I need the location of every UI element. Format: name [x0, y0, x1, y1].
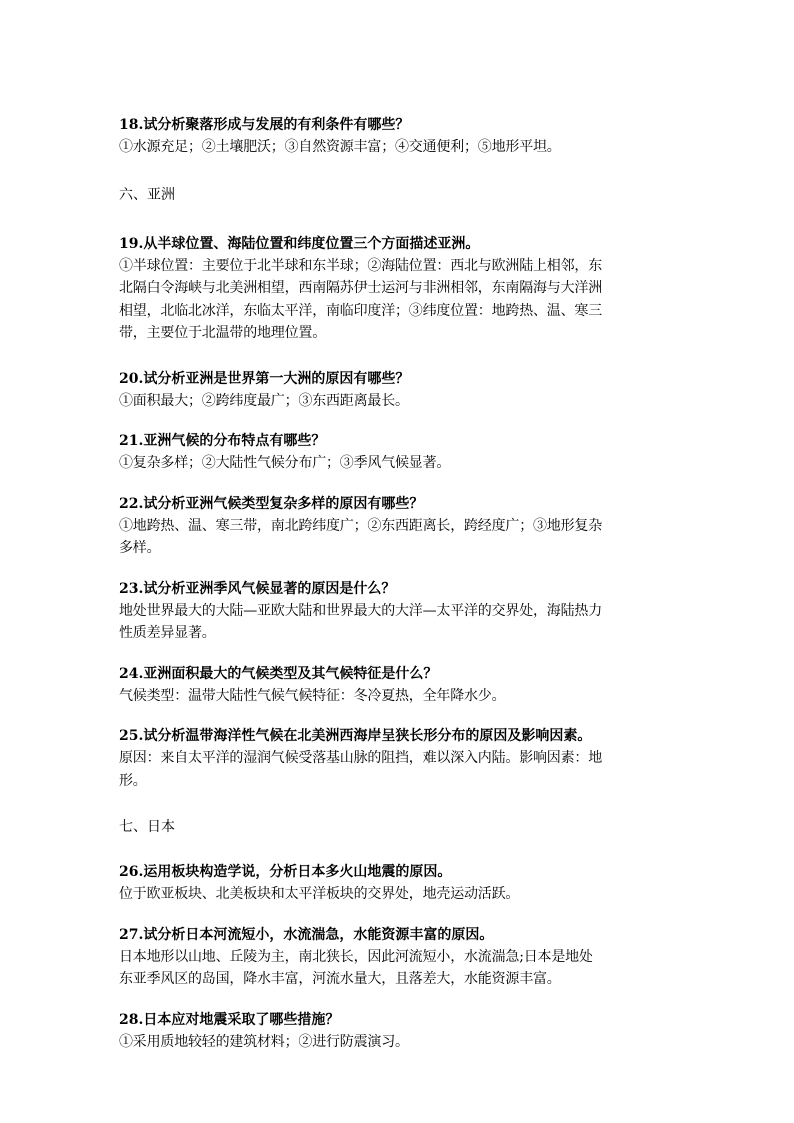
answer-25-line-2: 形。	[119, 772, 147, 789]
question-23: 23.试分析亚洲季风气候显著的原因是什么？	[119, 580, 396, 597]
answer-22-line-1: ①地跨热、温、寒三带，南北跨纬度广；②东西距离长，跨经度广；③地形复杂	[119, 517, 602, 534]
section-heading-asia: 六、亚洲	[119, 186, 175, 203]
question-27: 27.试分析日本河流短小，水流湍急，水能资源丰富的原因。	[119, 926, 494, 943]
answer-19-line-4: 带，主要位于北温带的地理位置。	[119, 325, 326, 341]
answer-21: ①复杂多样；②大陆性气候分布广；③季风气候显著。	[119, 455, 451, 471]
qa-block-28	[119, 1009, 679, 1054]
qa-block-20	[119, 368, 679, 413]
qa-block-21	[119, 430, 679, 475]
question-18: 18.试分析聚落形成与发展的有利条件有哪些？	[119, 117, 410, 133]
answer-27-line-2: 东亚季风区的岛国，降水丰富，河流水量大，且落差大，水能资源丰富。	[119, 971, 561, 987]
qa-block-24	[119, 663, 679, 708]
qa-block-27	[119, 924, 679, 991]
qa-block-22	[119, 493, 679, 560]
question-25: 25.试分析温带海洋性气候在北美洲西海岸呈狭长形分布的原因及影响因素。	[119, 728, 592, 744]
question-22: 22.试分析亚洲气候类型复杂多样的原因有哪些？	[119, 495, 424, 512]
question-24: 24.亚洲面积最大的气候类型及其气候特征是什么？	[119, 665, 438, 682]
answer-19-line-3: 相望，北临北冰洋，东临太平洋，南临印度洋；③纬度位置：地跨热、温、寒三	[119, 302, 602, 319]
answer-28: ①采用质地较轻的建筑材料；②进行防震演习。	[119, 1033, 409, 1050]
answer-19-line-1: ①半球位置：主要位于北半球和东半球；②海陆位置：西北与欧洲陆上相邻，东	[119, 257, 602, 274]
answer-27-line-1: 日本地形以山地、丘陵为主，南北狭长，因此河流短小，水流湍急;日本是地处	[119, 948, 593, 965]
question-26: 26.运用板块构造学说，分析日本多火山地震的原因。	[119, 864, 452, 880]
question-19: 19.从半球位置、海陆位置和纬度位置三个方面描述亚洲。	[119, 235, 480, 252]
answer-23-line-1: 地处世界最大的大陆—亚欧大陆和世界最大的大洋—太平洋的交界处，海陆热力	[119, 602, 602, 619]
answer-24: 气候类型：温带大陆性气候气候特征：冬冷夏热，全年降水少。	[119, 687, 506, 704]
qa-block-18	[119, 114, 679, 159]
qa-block-25	[119, 725, 679, 792]
answer-25-line-1: 原因：来自太平洋的湿润气候受落基山脉的阻挡，难以深入内陆。影响因素：地	[119, 750, 602, 766]
qa-block-19	[119, 233, 679, 345]
answer-19-line-2: 北隔白令海峡与北美洲相望，西南隔苏伊士运河与非洲相邻，东南隔海与大洋洲	[119, 280, 602, 296]
qa-block-26	[119, 861, 679, 906]
answer-20: ①面积最大；②跨纬度最广；③东西距离最长。	[119, 392, 409, 409]
answer-26: 位于欧亚板块、北美板块和太平洋板块的交界处，地壳运动活跃。	[119, 886, 520, 902]
document-page	[119, 114, 679, 1053]
section-heading-japan: 七、日本	[119, 819, 175, 835]
question-28: 28.日本应对地震采取了哪些措施？	[119, 1011, 340, 1028]
answer-18: ①水源充足；②土壤肥沃；③自然资源丰富；④交通便利；⑤地形平坦。	[119, 139, 561, 155]
answer-23-line-2: 性质差异显著。	[119, 625, 216, 641]
question-20: 20.试分析亚洲是世界第一大洲的原因有哪些？	[119, 370, 410, 387]
answer-22-line-2: 多样。	[119, 540, 161, 556]
question-21: 21.亚洲气候的分布特点有哪些？	[119, 433, 326, 449]
qa-block-23	[119, 578, 679, 645]
